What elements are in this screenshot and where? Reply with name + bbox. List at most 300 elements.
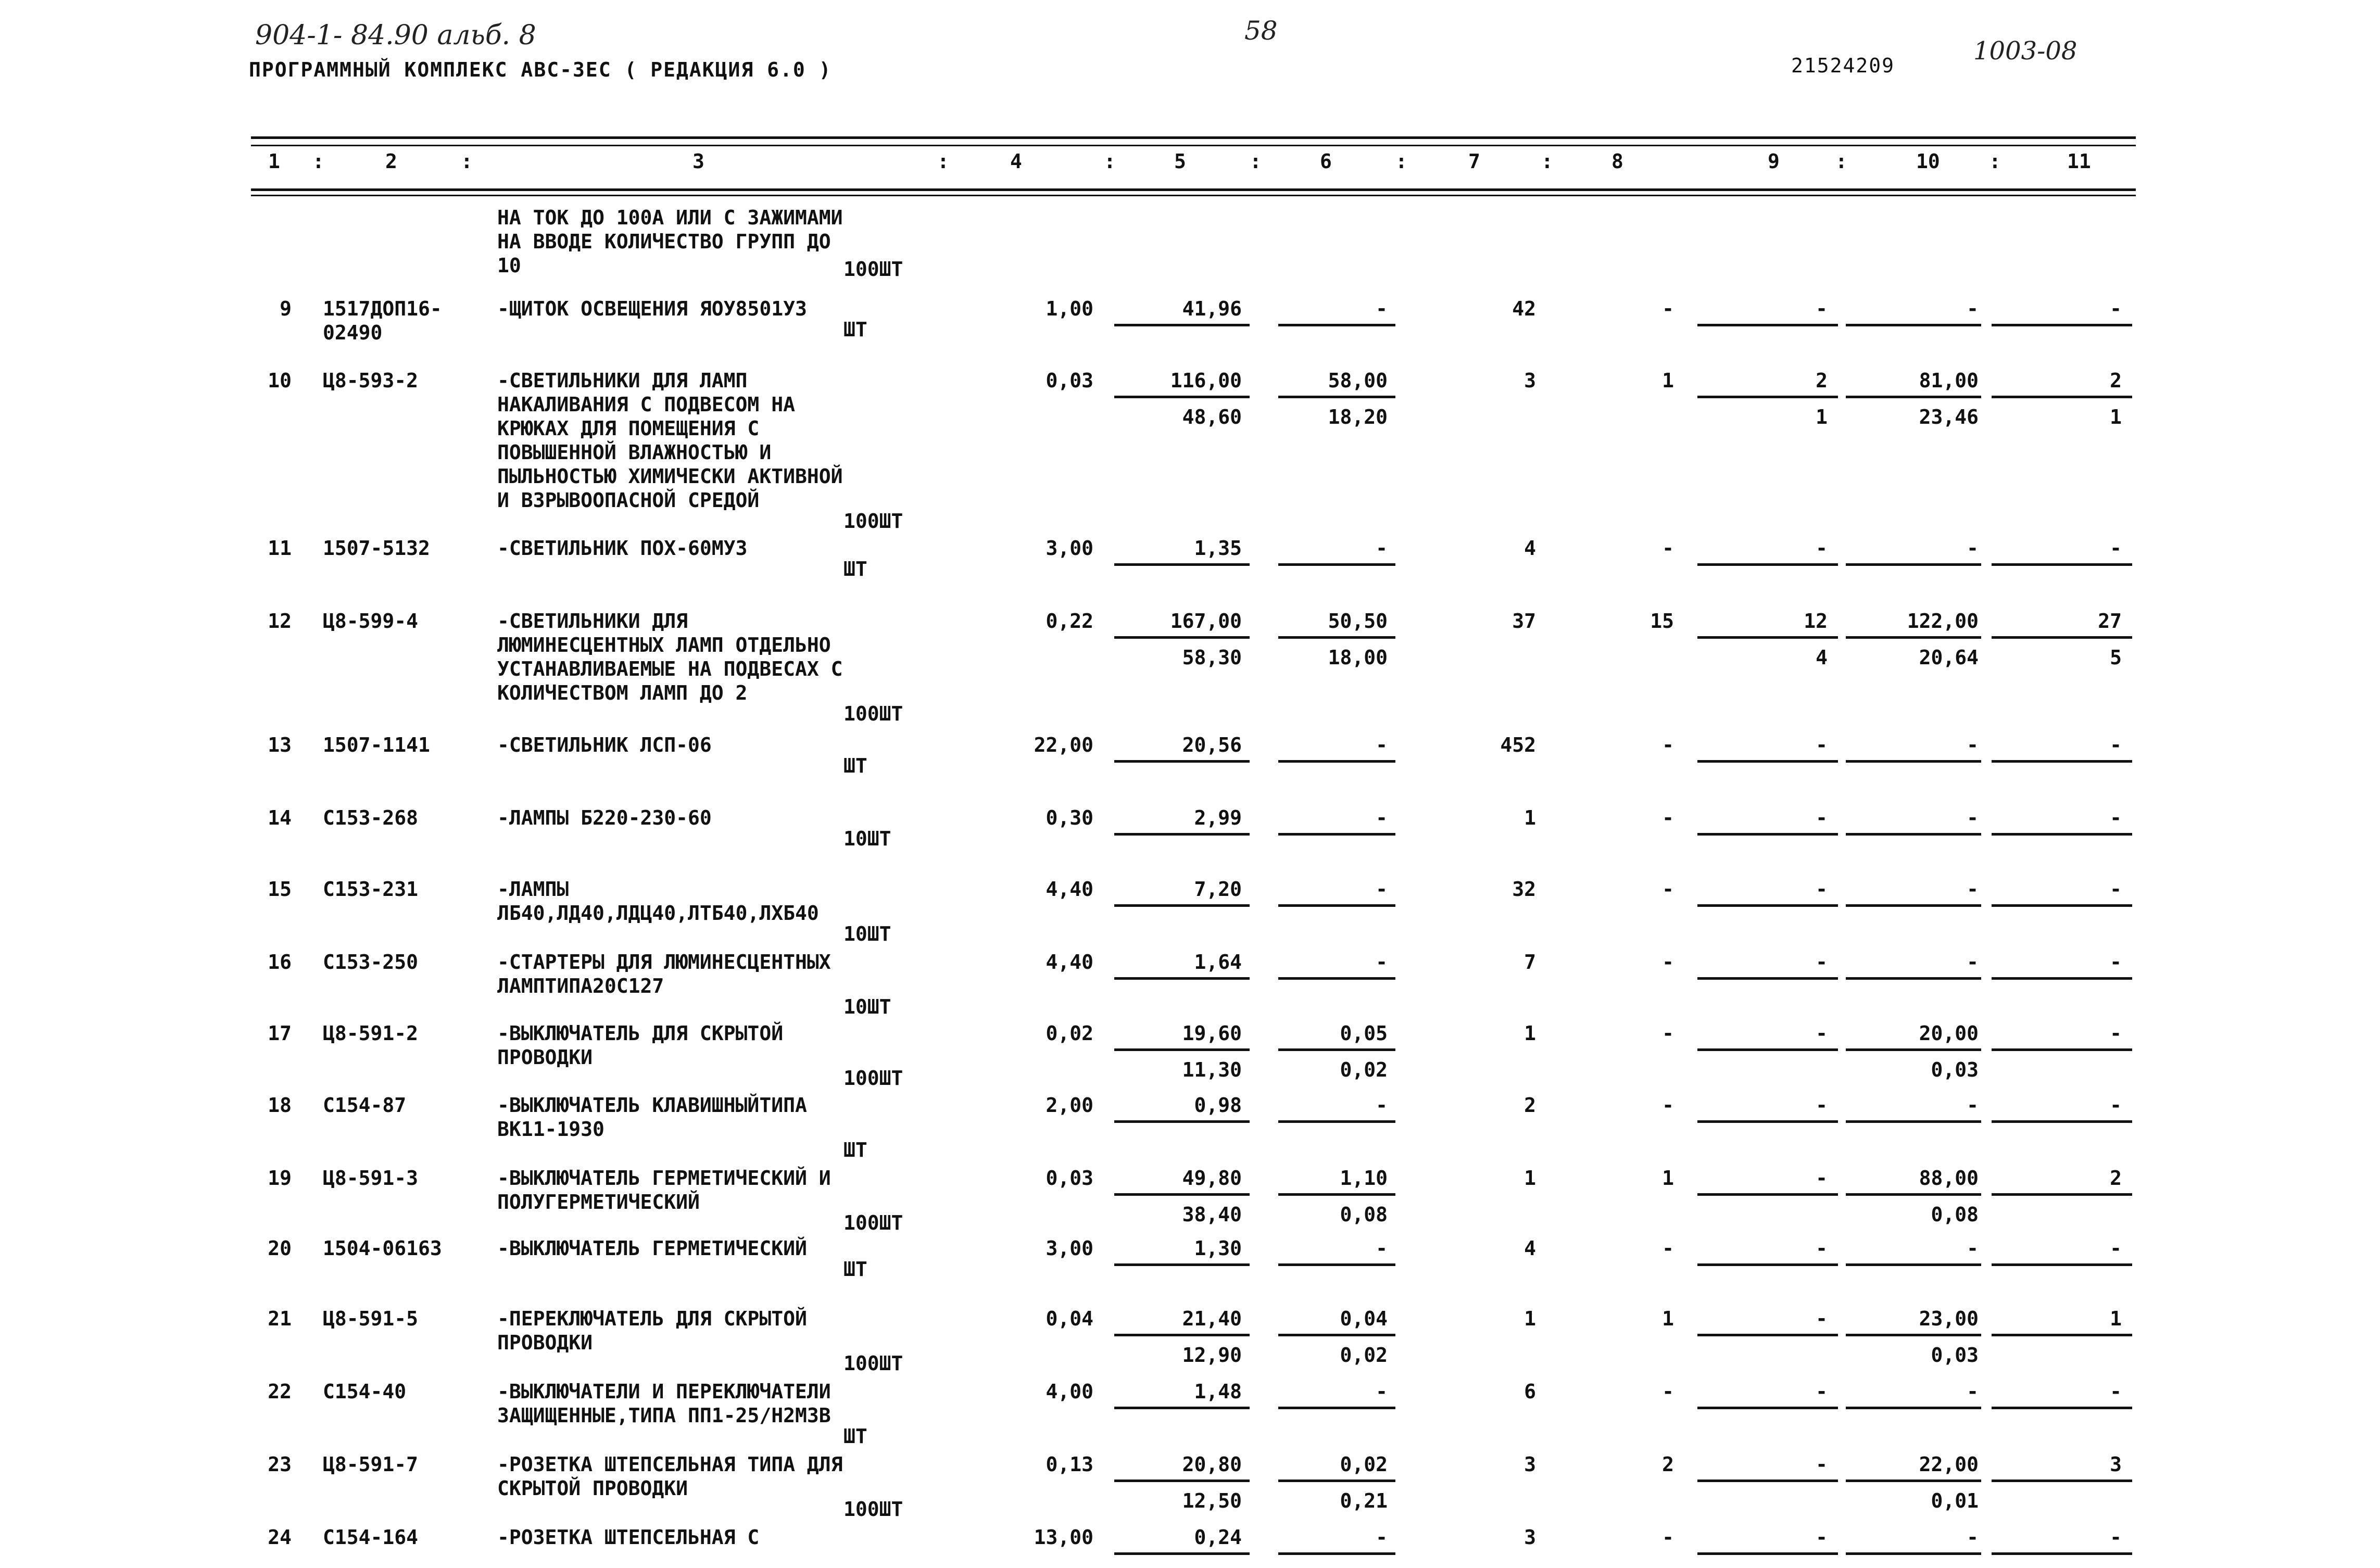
- cell-rule-c5: [1114, 904, 1250, 907]
- cell-c4: 0,13: [1046, 1453, 1093, 1476]
- cell-c11: 2: [2110, 1167, 2122, 1190]
- row-description-line: -ЛАМПЫ: [497, 878, 569, 901]
- cell-c6: -: [1376, 734, 1388, 756]
- cell-c9: -: [1816, 1237, 1828, 1260]
- cell-c5: 49,80: [1182, 1167, 1242, 1190]
- handwritten-reference: 904-1- 84.90 альб. 8: [255, 20, 536, 51]
- cell-rule-c6: [1278, 1480, 1395, 1482]
- row-unit: ШТ: [843, 318, 867, 341]
- cell-c10: 20,00: [1919, 1022, 1979, 1045]
- row-code: Ц8-593-2: [323, 369, 419, 392]
- cell-c8: -: [1662, 1380, 1674, 1403]
- cell-c11b: 1: [2110, 406, 2122, 428]
- cell-rule-c5: [1114, 1120, 1250, 1123]
- cell-c10: -: [1967, 537, 1979, 560]
- cell-c6: 0,05: [1340, 1022, 1388, 1045]
- column-header-8: 8: [1611, 150, 1623, 173]
- row-code: Ц8-599-4: [323, 610, 419, 633]
- cell-c8: 1: [1662, 369, 1674, 392]
- cell-rule-c6: [1278, 324, 1395, 326]
- cell-rule-c5: [1114, 1407, 1250, 1409]
- cell-rule-c9: [1697, 396, 1838, 398]
- cell-rule-c9: [1697, 977, 1838, 980]
- cell-c9: -: [1816, 1094, 1828, 1117]
- cell-c10b: 0,03: [1931, 1344, 1979, 1367]
- cell-c7: 42: [1512, 297, 1536, 320]
- row-unit: ШТ: [843, 558, 867, 580]
- cell-rule-c11: [1992, 396, 2132, 398]
- cell-c7: 3: [1524, 1453, 1536, 1476]
- cell-c9: -: [1816, 806, 1828, 829]
- cell-rule-c11: [1992, 563, 2132, 566]
- cell-rule-c9: [1697, 636, 1838, 639]
- cell-c5b: 58,30: [1182, 646, 1242, 669]
- row-description-line: -СТАРТЕРЫ ДЛЯ ЛЮМИНЕСЦЕНТНЫХ: [497, 951, 831, 973]
- row-unit: ШТ: [843, 754, 867, 777]
- cell-rule-c10: [1846, 1263, 1981, 1266]
- cell-rule-c5: [1114, 1048, 1250, 1051]
- row-unit: 100ШТ: [843, 1067, 903, 1090]
- row-description-line: -СВЕТИЛЬНИК ПОХ-60МУЗ: [497, 537, 748, 560]
- row-number: 12: [268, 610, 292, 633]
- cell-rule-c10: [1846, 1048, 1981, 1051]
- column-separator: :: [461, 150, 473, 173]
- cell-c5b: 12,90: [1182, 1344, 1242, 1367]
- column-separator: :: [312, 150, 324, 173]
- row-description-line: -ВЫКЛЮЧАТЕЛЬ ГЕРМЕТИЧЕСКИЙ И: [497, 1167, 831, 1190]
- cell-rule-c6: [1278, 396, 1395, 398]
- cell-c4: 0,30: [1046, 806, 1093, 829]
- column-header-2: 2: [385, 150, 397, 173]
- cell-c8: -: [1662, 951, 1674, 973]
- cell-rule-c11: [1992, 760, 2132, 763]
- cell-c7: 1: [1524, 806, 1536, 829]
- cell-c9: 2: [1816, 369, 1828, 392]
- cell-rule-c10: [1846, 977, 1981, 980]
- cell-c8: 15: [1650, 610, 1674, 633]
- cell-c6: -: [1376, 951, 1388, 973]
- cell-c7: 37: [1512, 610, 1536, 633]
- cell-rule-c11: [1992, 1193, 2132, 1196]
- column-separator: :: [937, 150, 949, 173]
- column-header-4: 4: [1010, 150, 1022, 173]
- cell-c6b: 0,21: [1340, 1489, 1388, 1512]
- cell-c8: 1: [1662, 1167, 1674, 1190]
- row-unit: 100ШТ: [843, 1352, 903, 1375]
- cell-rule-c9: [1697, 1334, 1838, 1336]
- cell-rule-c9: [1697, 1407, 1838, 1409]
- column-separator: :: [1989, 150, 2001, 173]
- cell-c11: -: [2110, 1526, 2122, 1549]
- cell-c6b: 0,02: [1340, 1344, 1388, 1367]
- cell-c8: -: [1662, 1526, 1674, 1549]
- cell-rule-c5: [1114, 833, 1250, 836]
- row-description-line: -ВЫКЛЮЧАТЕЛЬ ГЕРМЕТИЧЕСКИЙ: [497, 1237, 807, 1260]
- cell-c5: 1,64: [1194, 951, 1242, 973]
- cell-c5: 0,98: [1194, 1094, 1242, 1117]
- cell-c10: -: [1967, 1380, 1979, 1403]
- cell-rule-c11: [1992, 833, 2132, 836]
- cell-c4: 2,00: [1046, 1094, 1093, 1117]
- cell-rule-c6: [1278, 1193, 1395, 1196]
- cell-rule-c10: [1846, 563, 1981, 566]
- cell-c8: -: [1662, 1237, 1674, 1260]
- cell-c4: 0,02: [1046, 1022, 1093, 1045]
- table-header-bottom-rule-2: [251, 195, 2136, 196]
- cell-rule-c6: [1278, 1407, 1395, 1409]
- cell-c7: 452: [1500, 734, 1536, 756]
- row-description-line: -РОЗЕТКА ШТЕПСЕЛЬНАЯ ТИПА ДЛЯ: [497, 1453, 843, 1476]
- cell-c8: -: [1662, 1022, 1674, 1045]
- row-description-line: НА ТОК ДО 100А ИЛИ С ЗАЖИМАМИ: [497, 206, 843, 229]
- row-code: 1507-1141: [323, 734, 430, 756]
- row-unit: 100ШТ: [843, 257, 903, 281]
- cell-c11: -: [2110, 1237, 2122, 1260]
- cell-rule-c10: [1846, 1480, 1981, 1482]
- cell-c7: 4: [1524, 1237, 1536, 1260]
- cell-rule-c10: [1846, 1193, 1981, 1196]
- row-description-line: ЛБ40,ЛД40,ЛДЦ40,ЛТБ40,ЛХБ40: [497, 902, 819, 925]
- row-number: 16: [268, 951, 292, 973]
- row-description-line: УСТАНАВЛИВАЕМЫЕ НА ПОДВЕСАХ С: [497, 657, 843, 680]
- cell-c7: 32: [1512, 878, 1536, 901]
- cell-c5: 0,24: [1194, 1526, 1242, 1549]
- row-unit: 100ШТ: [843, 702, 903, 725]
- cell-rule-c11: [1992, 1552, 2132, 1555]
- cell-c10: 122,00: [1907, 610, 1979, 633]
- row-number: 10: [268, 369, 292, 392]
- cell-c10: -: [1967, 951, 1979, 973]
- row-unit: 10ШТ: [843, 922, 891, 945]
- cell-c10b: 0,03: [1931, 1058, 1979, 1081]
- cell-c10b: 0,01: [1931, 1489, 1979, 1512]
- row-number: 20: [268, 1237, 292, 1260]
- cell-c11: -: [2110, 1094, 2122, 1117]
- cell-c4: 1,00: [1046, 297, 1093, 320]
- cell-rule-c9: [1697, 1120, 1838, 1123]
- row-description-line: КРЮКАХ ДЛЯ ПОМЕЩЕНИЯ С: [497, 417, 760, 440]
- cell-c8: 1: [1662, 1307, 1674, 1330]
- cell-rule-c9: [1697, 1480, 1838, 1482]
- row-unit: ШТ: [843, 1139, 867, 1161]
- cell-c9: 12: [1804, 610, 1828, 633]
- cell-rule-c10: [1846, 1407, 1981, 1409]
- row-description-line: ВК11-1930: [497, 1118, 605, 1141]
- column-header-6: 6: [1320, 150, 1332, 173]
- cell-c6: -: [1376, 806, 1388, 829]
- cell-c7: 2: [1524, 1094, 1536, 1117]
- column-separator: :: [1104, 150, 1116, 173]
- cell-rule-c5: [1114, 1334, 1250, 1336]
- row-number: 19: [268, 1167, 292, 1190]
- column-separator: :: [1835, 150, 1847, 173]
- cell-c6: -: [1376, 1094, 1388, 1117]
- cell-rule-c5: [1114, 1552, 1250, 1555]
- cell-c6: 0,04: [1340, 1307, 1388, 1330]
- row-description-line: ЛЮМИНЕСЦЕНТНЫХ ЛАМП ОТДЕЛЬНО: [497, 634, 831, 656]
- row-unit: 100ШТ: [843, 1498, 903, 1521]
- cell-c9: -: [1816, 1167, 1828, 1190]
- cell-c6: 1,10: [1340, 1167, 1388, 1190]
- row-number: 21: [268, 1307, 292, 1330]
- cell-c6: -: [1376, 878, 1388, 901]
- cell-rule-c5: [1114, 636, 1250, 639]
- row-number: 24: [268, 1526, 292, 1549]
- cell-rule-c10: [1846, 324, 1981, 326]
- cell-rule-c6: [1278, 1334, 1395, 1336]
- row-unit: ШТ: [843, 1258, 867, 1281]
- cell-c4: 4,40: [1046, 878, 1093, 901]
- cell-rule-c10: [1846, 1552, 1981, 1555]
- cell-c9: -: [1816, 537, 1828, 560]
- cell-c5: 21,40: [1182, 1307, 1242, 1330]
- cell-c6: 50,50: [1328, 610, 1388, 633]
- program-line: ПРОГРАММНЫЙ КОМПЛЕКС АВС-ЗЕС ( РЕДАКЦИЯ 6.0 ): [249, 58, 832, 81]
- cell-rule-c5: [1114, 1263, 1250, 1266]
- cell-c4: 22,00: [1034, 734, 1093, 756]
- cell-c9: -: [1816, 878, 1828, 901]
- cell-rule-c11: [1992, 636, 2132, 639]
- column-header-3: 3: [692, 150, 704, 173]
- row-code: 1517ДОП16-: [323, 297, 442, 320]
- row-description-line: НА ВВОДЕ КОЛИЧЕСТВО ГРУПП ДО: [497, 230, 831, 253]
- cell-c11: -: [2110, 297, 2122, 320]
- row-description-line: ЗАЩИЩЕННЫЕ,ТИПА ПП1-25/Н2М3В: [497, 1404, 831, 1427]
- cell-rule-c5: [1114, 396, 1250, 398]
- row-description-line: -СВЕТИЛЬНИК ЛСП-06: [497, 734, 712, 756]
- cell-rule-c10: [1846, 1334, 1981, 1336]
- cell-c10b: 20,64: [1919, 646, 1979, 669]
- cell-rule-c6: [1278, 1120, 1395, 1123]
- cell-c10: -: [1967, 1237, 1979, 1260]
- cell-c5b: 38,40: [1182, 1203, 1242, 1226]
- cell-c6b: 18,20: [1328, 406, 1388, 428]
- cell-c4: 3,00: [1046, 537, 1093, 560]
- cell-c7: 3: [1524, 1526, 1536, 1549]
- cell-c11: -: [2110, 537, 2122, 560]
- cell-rule-c6: [1278, 904, 1395, 907]
- cell-c8: -: [1662, 537, 1674, 560]
- cell-rule-c10: [1846, 396, 1981, 398]
- cell-rule-c10: [1846, 760, 1981, 763]
- cell-rule-c9: [1697, 1193, 1838, 1196]
- row-description-line: КОЛИЧЕСТВОМ ЛАМП ДО 2: [497, 681, 748, 704]
- cell-rule-c11: [1992, 324, 2132, 326]
- row-description-line: ЛАМПТИПА20С127: [497, 975, 664, 997]
- row-description-line: -ЩИТОК ОСВЕЩЕНИЯ ЯОУ8501УЗ: [497, 297, 807, 320]
- cell-c4: 0,04: [1046, 1307, 1093, 1330]
- row-description-line: 10: [497, 254, 521, 277]
- cell-c4: 4,40: [1046, 951, 1093, 973]
- row-code: Ц8-591-2: [323, 1022, 419, 1045]
- row-unit: 10ШТ: [843, 827, 891, 850]
- cell-rule-c6: [1278, 833, 1395, 836]
- cell-c8: -: [1662, 878, 1674, 901]
- row-unit: ШТ: [843, 1425, 867, 1448]
- cell-rule-c5: [1114, 760, 1250, 763]
- cell-c11: 27: [2098, 610, 2122, 633]
- cell-c5b: 48,60: [1182, 406, 1242, 428]
- cell-c6: -: [1376, 1237, 1388, 1260]
- cell-rule-c5: [1114, 1480, 1250, 1482]
- row-description-line: ПОЛУГЕРМЕТИЧЕСКИЙ: [497, 1191, 700, 1213]
- cell-c11: -: [2110, 1380, 2122, 1403]
- cell-rule-c11: [1992, 1048, 2132, 1051]
- row-description-line: -ПЕРЕКЛЮЧАТЕЛЬ ДЛЯ СКРЫТОЙ: [497, 1307, 807, 1330]
- row-description-line: -СВЕТИЛЬНИКИ ДЛЯ ЛАМП: [497, 369, 748, 392]
- cell-c4: 4,00: [1046, 1380, 1093, 1403]
- cell-c7: 1: [1524, 1022, 1536, 1045]
- cell-rule-c11: [1992, 904, 2132, 907]
- cell-rule-c6: [1278, 760, 1395, 763]
- cell-c10: 22,00: [1919, 1453, 1979, 1476]
- row-number: 9: [280, 297, 292, 320]
- cell-c5: 41,96: [1182, 297, 1242, 320]
- cell-c9: -: [1816, 297, 1828, 320]
- cell-rule-c10: [1846, 1120, 1981, 1123]
- cell-rule-c11: [1992, 1407, 2132, 1409]
- row-number: 17: [268, 1022, 292, 1045]
- cell-rule-c9: [1697, 324, 1838, 326]
- cell-c11: -: [2110, 806, 2122, 829]
- cell-c10b: 0,08: [1931, 1203, 1979, 1226]
- cell-c6: -: [1376, 537, 1388, 560]
- cell-c10: -: [1967, 1526, 1979, 1549]
- cell-c6: -: [1376, 1526, 1388, 1549]
- cell-rule-c6: [1278, 977, 1395, 980]
- table-top-rule-2: [251, 145, 2136, 146]
- row-description-line: НАКАЛИВАНИЯ С ПОДВЕСОМ НА: [497, 393, 795, 416]
- cell-rule-c10: [1846, 833, 1981, 836]
- cell-c4: 0,03: [1046, 369, 1093, 392]
- cell-c9: -: [1816, 734, 1828, 756]
- cell-rule-c6: [1278, 1552, 1395, 1555]
- column-separator: :: [1395, 150, 1407, 173]
- row-number: 15: [268, 878, 292, 901]
- cell-rule-c5: [1114, 563, 1250, 566]
- cell-rule-c11: [1992, 977, 2132, 980]
- cell-c7: 6: [1524, 1380, 1536, 1403]
- row-description-line: ПОВЫШЕННОЙ ВЛАЖНОСТЬЮ И: [497, 441, 772, 464]
- cell-c10: -: [1967, 297, 1979, 320]
- cell-c9: -: [1816, 1307, 1828, 1330]
- row-number: 11: [268, 537, 292, 560]
- cell-rule-c5: [1114, 977, 1250, 980]
- cell-rule-c9: [1697, 1552, 1838, 1555]
- row-code: С153-268: [323, 806, 419, 829]
- column-header-9: 9: [1768, 150, 1780, 173]
- column-header-10: 10: [1916, 150, 1940, 173]
- cell-c6: -: [1376, 1380, 1388, 1403]
- column-header-7: 7: [1468, 150, 1480, 173]
- row-description-line: -ВЫКЛЮЧАТЕЛЬ ДЛЯ СКРЫТОЙ: [497, 1022, 784, 1045]
- row-code: С154-40: [323, 1380, 407, 1403]
- cell-c10: 88,00: [1919, 1167, 1979, 1190]
- row-description-line: ПРОВОДКИ: [497, 1046, 593, 1069]
- cell-c11: -: [2110, 1022, 2122, 1045]
- cell-c11: 1: [2110, 1307, 2122, 1330]
- cell-c6: 0,02: [1340, 1453, 1388, 1476]
- cell-rule-c5: [1114, 1193, 1250, 1196]
- cell-c4: 13,00: [1034, 1526, 1093, 1549]
- row-code: Ц8-591-3: [323, 1167, 419, 1190]
- cell-c5: 167,00: [1170, 610, 1242, 633]
- cell-c7: 3: [1524, 369, 1536, 392]
- cell-c9b: 1: [1816, 406, 1828, 428]
- cell-c5: 20,56: [1182, 734, 1242, 756]
- cell-rule-c6: [1278, 563, 1395, 566]
- cell-c5: 7,20: [1194, 878, 1242, 901]
- cell-c8: -: [1662, 297, 1674, 320]
- cell-c6: -: [1376, 297, 1388, 320]
- table-header-bottom-rule: [251, 188, 2136, 191]
- cell-c5b: 12,50: [1182, 1489, 1242, 1512]
- page-number: 58: [1244, 16, 1278, 46]
- handwritten-sheet-number: 1003-08: [1973, 36, 2077, 66]
- cell-c10: 23,00: [1919, 1307, 1979, 1330]
- row-description-line: -ВЫКЛЮЧАТЕЛЬ КЛАВИШНЫЙТИПА: [497, 1094, 807, 1117]
- cell-c11: -: [2110, 878, 2122, 901]
- cell-c7: 1: [1524, 1307, 1536, 1330]
- row-code: Ц8-591-5: [323, 1307, 419, 1330]
- column-header-11: 11: [2067, 150, 2091, 173]
- cell-c9: -: [1816, 951, 1828, 973]
- cell-rule-c9: [1697, 904, 1838, 907]
- row-code: С154-164: [323, 1526, 419, 1549]
- row-description-line: -ЛАМПЫ Б220-230-60: [497, 806, 712, 829]
- column-header-1: 1: [268, 150, 280, 173]
- cell-c6b: 0,08: [1340, 1203, 1388, 1226]
- cell-c11: -: [2110, 734, 2122, 756]
- cell-c5: 1,30: [1194, 1237, 1242, 1260]
- cell-c7: 1: [1524, 1167, 1536, 1190]
- row-description-line: -СВЕТИЛЬНИКИ ДЛЯ: [497, 610, 688, 633]
- cell-rule-c9: [1697, 1263, 1838, 1266]
- row-code: С153-231: [323, 878, 419, 901]
- cell-c8: -: [1662, 734, 1674, 756]
- cell-c7: 4: [1524, 537, 1536, 560]
- row-number: 22: [268, 1380, 292, 1403]
- cell-c9: -: [1816, 1022, 1828, 1045]
- cell-rule-c10: [1846, 636, 1981, 639]
- cell-rule-c6: [1278, 1263, 1395, 1266]
- cell-rule-c11: [1992, 1120, 2132, 1123]
- row-code-continuation: 02490: [323, 321, 383, 344]
- cell-c9: -: [1816, 1453, 1828, 1476]
- cell-rule-c10: [1846, 904, 1981, 907]
- cell-c10: 81,00: [1919, 369, 1979, 392]
- row-number: 14: [268, 806, 292, 829]
- cell-c5: 1,48: [1194, 1380, 1242, 1403]
- cell-c5: 19,60: [1182, 1022, 1242, 1045]
- cell-c6b: 18,00: [1328, 646, 1388, 669]
- row-code: 1504-06163: [323, 1237, 442, 1260]
- cell-rule-c9: [1697, 833, 1838, 836]
- cell-rule-c6: [1278, 1048, 1395, 1051]
- cell-c4: 0,22: [1046, 610, 1093, 633]
- row-description-line: -ВЫКЛЮЧАТЕЛИ И ПЕРЕКЛЮЧАТЕЛИ: [497, 1380, 831, 1403]
- document-code: 21524209: [1791, 54, 1895, 77]
- table-top-rule: [251, 136, 2136, 139]
- cell-c5b: 11,30: [1182, 1058, 1242, 1081]
- column-separator: :: [1541, 150, 1553, 173]
- row-code: С153-250: [323, 951, 419, 973]
- cell-c8: 2: [1662, 1453, 1674, 1476]
- row-unit: 10ШТ: [843, 995, 891, 1018]
- cell-c11: 3: [2110, 1453, 2122, 1476]
- row-description-line: -РОЗЕТКА ШТЕПСЕЛЬНАЯ С: [497, 1526, 760, 1549]
- cell-c7: 7: [1524, 951, 1536, 973]
